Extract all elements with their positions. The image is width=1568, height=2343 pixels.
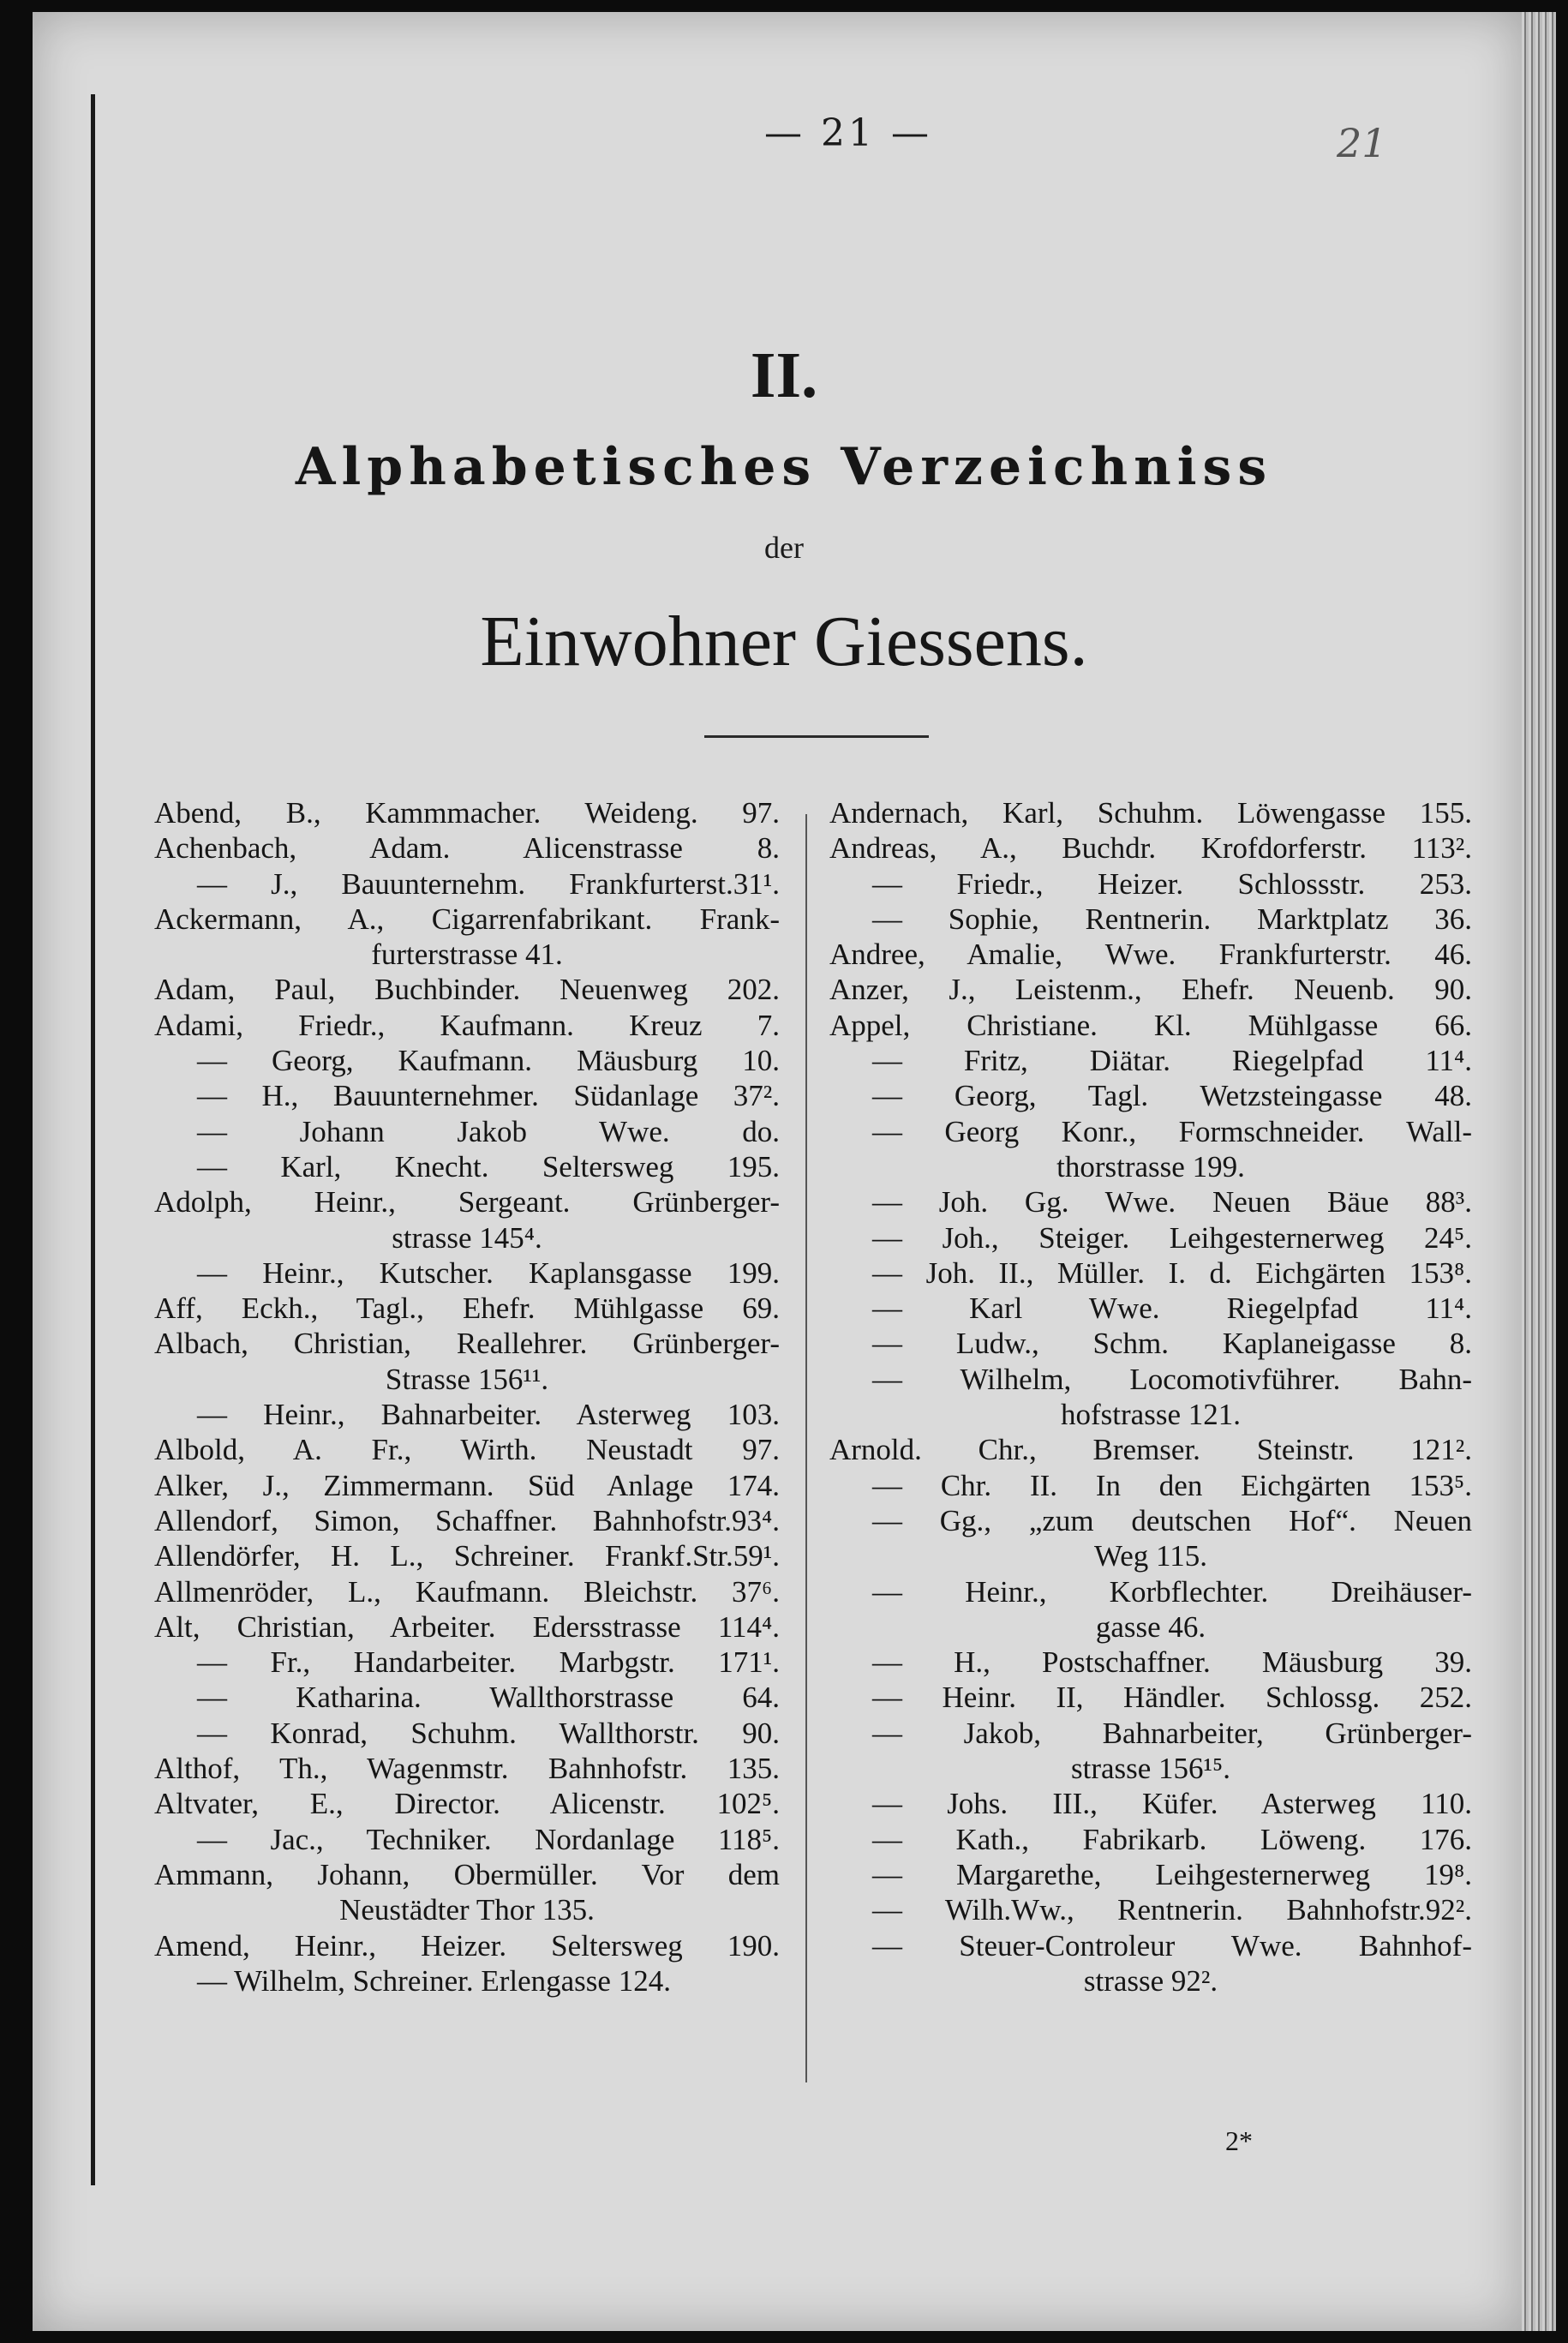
- page-number: — 21 —: [764, 111, 932, 155]
- list-item: Althof, Th., Wagenmstr. Bahnhofstr. 135.: [154, 1752, 780, 1786]
- list-item: hofstrasse 121.: [1061, 1398, 1241, 1432]
- list-item: Abend, B., Kammmacher. Weideng. 97.: [154, 796, 780, 830]
- list-item: — Wilh.Ww., Rentnerin. Bahnhofstr.92².: [872, 1893, 1472, 1927]
- list-item: Albach, Christian, Reallehrer. Grünberger-: [154, 1327, 780, 1361]
- list-item: — Margarethe, Leihgesternerweg 19⁸.: [872, 1857, 1472, 1891]
- title-rule: [704, 735, 929, 738]
- list-item: — Jakob, Bahnarbeiter, Grünberger-: [872, 1716, 1472, 1750]
- list-item: Ackermann, A., Cigarrenfabrikant. Frank-: [154, 902, 780, 936]
- list-item: Adam, Paul, Buchbinder. Neuenweg 202.: [154, 973, 780, 1007]
- list-item: thorstrasse 199.: [1056, 1149, 1245, 1183]
- list-item: — Georg, Kaufmann. Mäusburg 10.: [197, 1044, 780, 1078]
- list-item: Alt, Christian, Arbeiter. Edersstrasse 114⁴.: [154, 1609, 780, 1644]
- list-item: Andree, Amalie, Wwe. Frankfurterstr. 46.: [829, 938, 1472, 972]
- list-item: — Kath., Fabrikarb. Löweng. 176.: [872, 1822, 1472, 1856]
- list-item: — Fritz, Diätar. Riegelpfad 11⁴.: [872, 1044, 1472, 1078]
- list-item: Aff, Eckh., Tagl., Ehefr. Mühlgasse 69.: [154, 1291, 780, 1326]
- list-item: — Johs. III., Küfer. Asterweg 110.: [872, 1787, 1472, 1821]
- list-item: Strasse 156¹¹.: [385, 1362, 549, 1396]
- list-item: Weg 115.: [1094, 1539, 1207, 1573]
- list-item: furterstrasse 41.: [371, 938, 563, 972]
- list-item: — Konrad, Schuhm. Wallthorstr. 90.: [197, 1716, 780, 1750]
- list-item: Adolph, Heinr., Sergeant. Grünberger-: [154, 1185, 780, 1219]
- list-item: — Karl, Knecht. Seltersweg 195.: [197, 1149, 780, 1183]
- list-item: — H., Postschaffner. Mäusburg 39.: [872, 1645, 1472, 1680]
- list-item: — Jac., Techniker. Nordanlage 118⁵.: [197, 1822, 780, 1856]
- list-item: Arnold. Chr., Bremser. Steinstr. 121².: [829, 1433, 1472, 1467]
- list-item: strasse 156¹⁵.: [1070, 1752, 1230, 1786]
- page-subtitle: Einwohner Giessens.: [480, 602, 1088, 681]
- list-item: — Johann Jakob Wwe. do.: [197, 1114, 780, 1148]
- list-item: — Steuer-Controleur Wwe. Bahnhof-: [872, 1928, 1472, 1962]
- list-item: Anzer, J., Leistenm., Ehefr. Neuenb. 90.: [829, 973, 1472, 1007]
- list-item: — Wilhelm, Locomotivführer. Bahn-: [872, 1362, 1472, 1396]
- title-connector: der: [764, 530, 804, 565]
- signature-mark: 2*: [1225, 2125, 1253, 2156]
- list-item: — Wilhelm, Schreiner. Erlengasse 124.: [197, 1963, 671, 1998]
- list-item: — Georg Konr., Formschneider. Wall-: [872, 1114, 1472, 1148]
- list-item: Appel, Christiane. Kl. Mühlgasse 66.: [829, 1008, 1472, 1042]
- list-item: — H., Bauunternehmer. Südanlage 37².: [197, 1079, 780, 1113]
- list-item: — Gg., „zum deutschen Hof“. Neuen: [872, 1503, 1472, 1537]
- list-item: — Georg, Tagl. Wetzsteingasse 48.: [872, 1079, 1472, 1113]
- handwritten-folio: 21: [1337, 120, 1387, 166]
- list-item: — Friedr., Heizer. Schlossstr. 253.: [872, 866, 1472, 901]
- list-item: — Heinr. II, Händler. Schlossg. 252.: [872, 1681, 1472, 1715]
- list-item: — Joh. Gg. Wwe. Neuen Bäue 88³.: [872, 1185, 1472, 1219]
- column-divider: [805, 814, 807, 2082]
- left-column: [154, 795, 780, 1998]
- list-item: — Ludw., Schm. Kaplaneigasse 8.: [872, 1327, 1472, 1361]
- list-item: — Karl Wwe. Riegelpfad 11⁴.: [872, 1291, 1472, 1326]
- list-item: — Fr., Handarbeiter. Marbgstr. 171¹.: [197, 1645, 780, 1680]
- page-title: Alphabetisches Verzeichniss: [295, 437, 1273, 497]
- list-item: gasse 46.: [1095, 1609, 1206, 1644]
- list-item: — Joh., Steiger. Leihgesternerweg 24⁵.: [872, 1220, 1472, 1255]
- list-item: — Joh. II., Müller. I. d. Eichgärten 153⁸.: [872, 1255, 1472, 1290]
- list-item: — Katharina. Wallthorstrasse 64.: [197, 1681, 780, 1715]
- list-item: Andreas, A., Buchdr. Krofdorferstr. 113².: [829, 831, 1472, 866]
- list-item: — Sophie, Rentnerin. Marktplatz 36.: [872, 902, 1472, 936]
- list-item: Neustädter Thor 135.: [339, 1893, 595, 1927]
- list-item: Achenbach, Adam. Alicenstrasse 8.: [154, 831, 780, 866]
- section-number: II.: [750, 339, 818, 411]
- list-item: Altvater, E., Director. Alicenstr. 102⁵.: [154, 1787, 780, 1821]
- list-item: Allendörfer, H. L., Schreiner. Frankf.Str.59¹.: [154, 1539, 780, 1573]
- list-item: — J., Bauunternehm. Frankfurterst.31¹.: [197, 866, 780, 901]
- list-item: Ammann, Johann, Obermüller. Vor dem: [154, 1857, 780, 1891]
- list-item: Alker, J., Zimmermann. Süd Anlage 174.: [154, 1468, 780, 1502]
- list-item: Allendorf, Simon, Schaffner. Bahnhofstr.93⁴.: [154, 1503, 780, 1537]
- list-item: Amend, Heinr., Heizer. Seltersweg 190.: [154, 1928, 780, 1962]
- right-column: [829, 795, 1472, 1998]
- list-item: Adami, Friedr., Kaufmann. Kreuz 7.: [154, 1008, 780, 1042]
- list-item: Albold, A. Fr., Wirth. Neustadt 97.: [154, 1433, 780, 1467]
- list-item: Andernach, Karl, Schuhm. Löwengasse 155.: [829, 796, 1472, 830]
- list-item: — Heinr., Bahnarbeiter. Asterweg 103.: [197, 1398, 780, 1432]
- list-item: strasse 145⁴.: [392, 1220, 542, 1255]
- list-item: — Chr. II. In den Eichgärten 153⁵.: [872, 1468, 1472, 1502]
- list-item: — Heinr., Korbflechter. Dreihäuser-: [872, 1574, 1472, 1609]
- list-item: strasse 92².: [1083, 1963, 1218, 1998]
- list-item: — Heinr., Kutscher. Kaplansgasse 199.: [197, 1255, 780, 1290]
- list-item: Allmenröder, L., Kaufmann. Bleichstr. 37⁶.: [154, 1574, 780, 1609]
